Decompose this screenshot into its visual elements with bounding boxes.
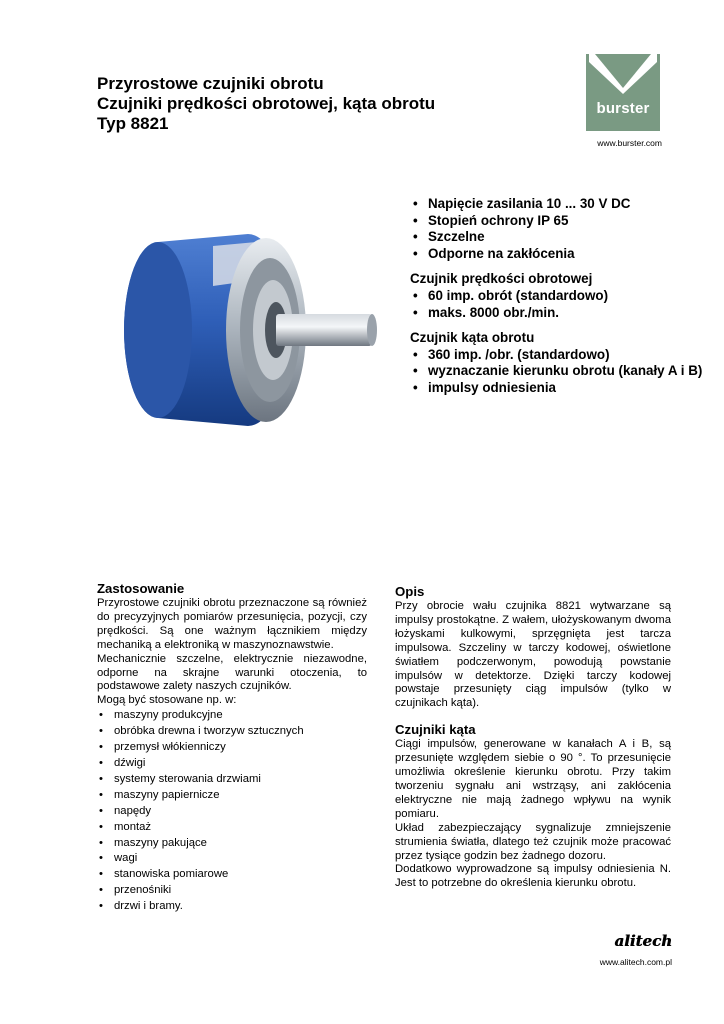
list-item: • maszyny pakujące xyxy=(97,836,367,852)
applications-section xyxy=(97,581,367,915)
page-title xyxy=(97,74,435,134)
list-item: • wagi xyxy=(97,851,367,867)
encoder-back xyxy=(124,242,192,418)
spec-item: • 60 imp. obrót (standardowo) xyxy=(410,288,710,305)
encoder-shaft-end xyxy=(367,314,377,346)
applications-intro: Mogą być stosowane np. w: xyxy=(97,694,237,707)
angle-section-heading: Czujniki kąta xyxy=(395,722,476,738)
applications-paragraph: Przyrostowe czujniki obrotu przeznaczone są również do precyzyjnych pomiarów przesunięcia, pozycji, czy prędkości. Są one ważnym łącznikiem między mechaniką a elektroniką w maszynoznawstwie. xyxy=(97,597,367,651)
description-heading: Opis xyxy=(395,584,425,599)
applications-paragraph: Mechanicznie szczelne, elektrycznie niezawodne, odporne na skrajne warunki otoczenia, to podstawowe zalety naszych czujników. xyxy=(97,652,367,693)
list-item: • stanowiska pomiarowe xyxy=(97,867,367,883)
list-item: • dźwigi xyxy=(97,756,367,772)
spec-item: • impulsy odniesienia xyxy=(410,380,710,397)
title-line-3: Typ 8821 xyxy=(97,114,169,133)
spec-list xyxy=(410,196,710,397)
description-section xyxy=(395,584,671,891)
spec-item: • Napięcie zasilania 10 ... 30 V DC xyxy=(410,196,710,213)
angle-paragraph: Układ zabezpieczający sygnalizuje zmniejszenie strumienia światła, dlatego też czujnik może pracować przez tysiące godzin bez żadnego dozoru. xyxy=(395,821,671,862)
spec-item: • Szczelne xyxy=(410,229,710,246)
angle-paragraph: Dodatkowo wyprowadzone są impulsy odniesienia N. Jest to potrzebne do określenia kierunku obrotu. xyxy=(395,863,671,890)
spec-item: • maks. 8000 obr./min. xyxy=(410,305,710,322)
spec-item: • 360 imp. /obr. (standardowo) xyxy=(410,347,710,364)
encoder-photo xyxy=(118,228,390,433)
burster-logo xyxy=(586,54,660,131)
list-item: • przemysł włókienniczy xyxy=(97,740,367,756)
spec-item: • Stopień ochrony IP 65 xyxy=(410,213,710,230)
title-line-2: Czujniki prędkości obrotowej, kąta obrotu xyxy=(97,94,436,113)
title-line-1: Przyrostowe czujniki obrotu xyxy=(97,74,324,93)
description-text: Przy obrocie wału czujnika 8821 wytwarzane są impulsy prostokątne. Z wałem, ułożyskowanym dwoma łożyskami kulkowymi, sprzęgnięta jest tarcza impulsowa. Szczeliny w tarczy kodowej, oświetlone światłem podczerwonym, powodują powstanie impulsów w detektorze. Dzięki tarczy kodowej powstaje przesunięty ciąg impulsów (tylko w czujnikach kąta). xyxy=(395,600,671,710)
logo-mark-icon xyxy=(586,54,660,131)
applications-heading: Zastosowanie xyxy=(97,581,185,596)
list-item: • napędy xyxy=(97,804,367,820)
spec-item: • wyznaczanie kierunku obrotu (kanały A i B) xyxy=(410,363,710,380)
angle-paragraph: Ciągi impulsów, generowane w kanałach A i B, są przesunięte względem siebie o 90 °. To przesunięcie umożliwia określenie kierunku obrotu. Przy takim tworzeniu sygnału ani wstrząsy, ani zakłócenia elektryczne nie mają żadnego wpływu na wynik pomiaru. xyxy=(395,738,671,820)
applications-list xyxy=(97,708,367,915)
speed-sensor-heading: Czujnik prędkości obrotowej xyxy=(410,271,593,287)
alitech-website: www.alitech.com.pl xyxy=(599,957,672,967)
burster-website: www.burster.com xyxy=(597,138,662,148)
list-item: • przenośniki xyxy=(97,883,367,899)
list-item: • montaż xyxy=(97,820,367,836)
alitech-logo: alitech xyxy=(614,932,672,950)
list-item: • drzwi i bramy. xyxy=(97,899,367,915)
encoder-shaft xyxy=(276,314,372,346)
list-item: • maszyny papiernicze xyxy=(97,788,367,804)
angle-sensor-heading: Czujnik kąta obrotu xyxy=(410,330,535,346)
list-item: • systemy sterowania drzwiami xyxy=(97,772,367,788)
logo-text: burster xyxy=(596,100,650,117)
list-item: • maszyny produkcyjne xyxy=(97,708,367,724)
list-item: • obróbka drewna i tworzyw sztucznych xyxy=(97,724,367,740)
spec-item: • Odporne na zakłócenia xyxy=(410,246,710,263)
